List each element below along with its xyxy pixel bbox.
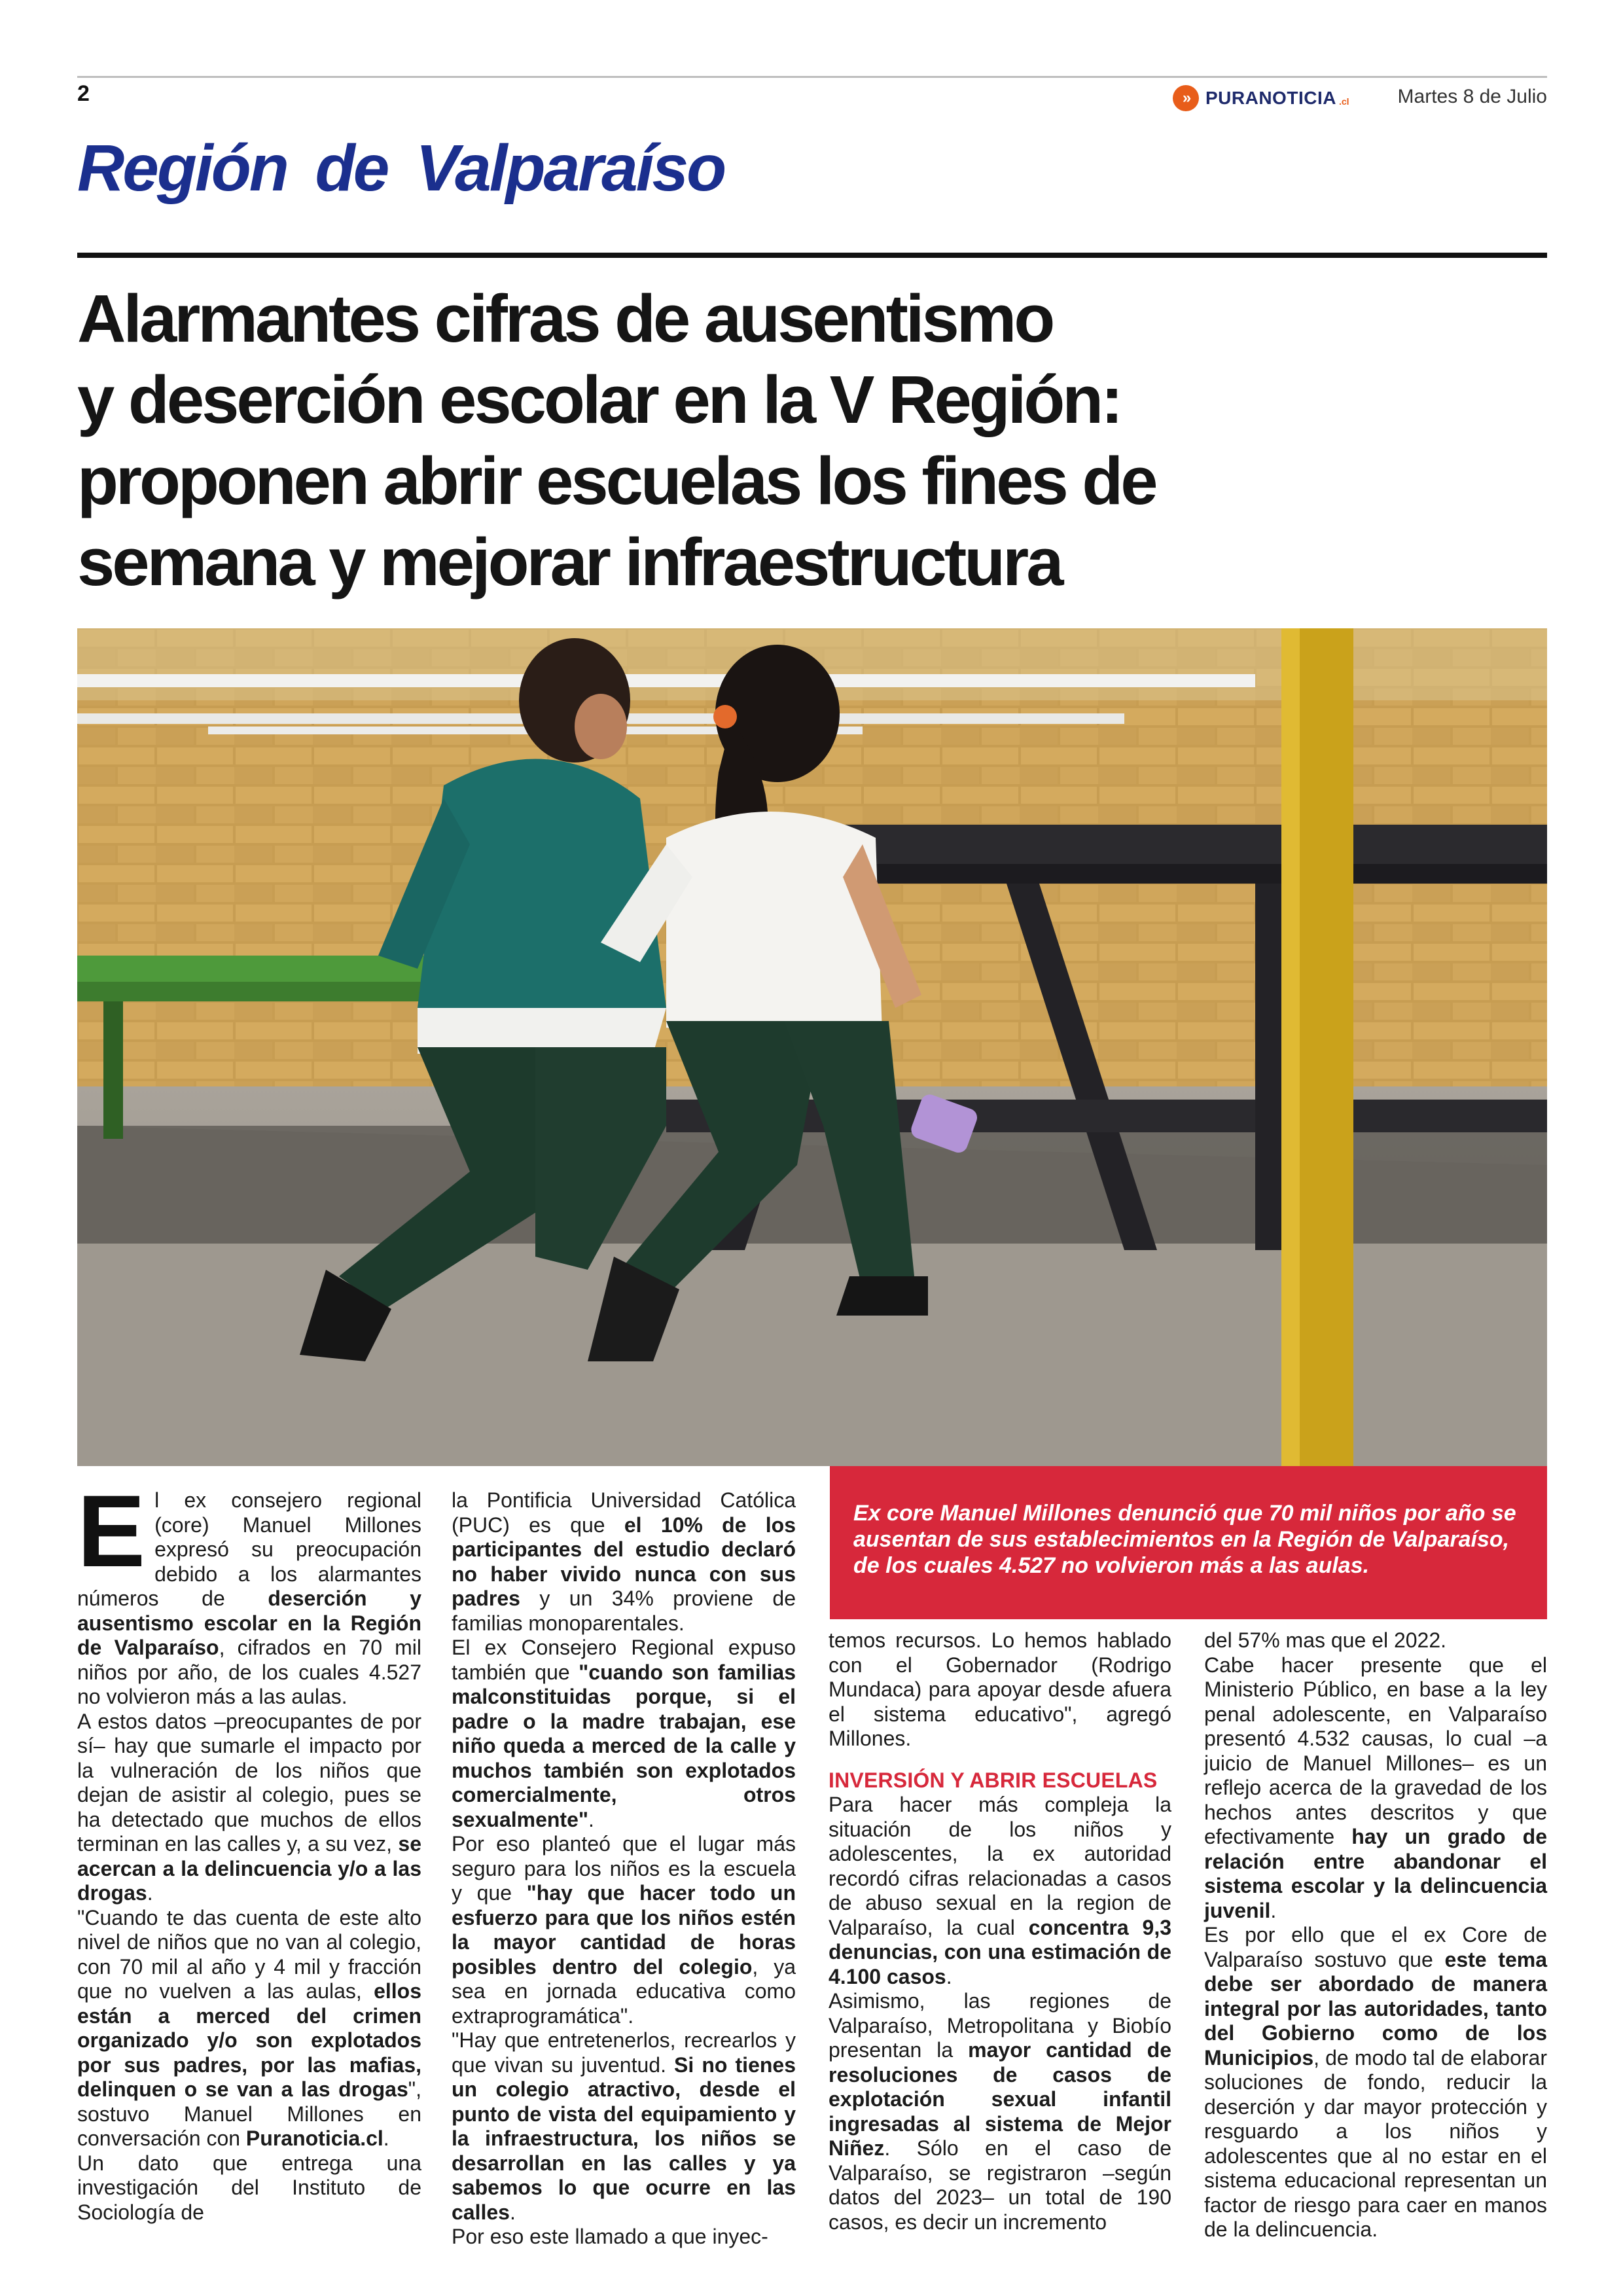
text-run: la Pontificia Universidad Católica (PUC) es que: [452, 1488, 796, 1537]
text-run: ", sostuvo Manuel Millones en conversación con: [77, 2077, 421, 2150]
text-run: .: [509, 2200, 516, 2224]
emphasis-run: "hay que hacer todo un esfuerzo para que los niños estén la mayor cantidad de horas posibles dentro del colegio: [452, 1881, 796, 1979]
play-chevrons-icon: »: [1173, 85, 1199, 111]
page-number: 2: [77, 81, 90, 106]
section-title: Región de Valparaíso: [77, 132, 725, 205]
text-run: Cabe hacer presente que el Ministerio Público, en base a la ley penal adolescente, en Valparaíso presentó 4.532 causas, lo cual –a juicio de Manuel Millones– es un reflejo acerca de la gravedad de los hechos antes descritos y que efectivamente: [1204, 1653, 1547, 1848]
text-run: El ex Consejero Regional expuso también que: [452, 1636, 796, 1684]
source-link[interactable]: Puranoticia.cl: [245, 2126, 383, 2150]
headline-line: semana y mejorar infraestructura: [77, 524, 1061, 600]
text-run: .: [588, 1807, 594, 1831]
paragraph: [1204, 1653, 1547, 1924]
text-run: "Cuando te das cuenta de este alto nivel de niños que no van al colegio, con 70 mil al año y 4 mil y fracción que no vuelven a las aulas,: [77, 1905, 421, 2003]
lead-paragraph: [77, 1475, 422, 1710]
text-run: .: [147, 1881, 153, 1905]
text-run: .: [383, 2126, 389, 2150]
article-column-4: [1204, 1628, 1547, 2242]
paragraph: Por eso este llamado a que inyec-: [452, 2225, 768, 2248]
text-run: .: [1270, 1898, 1277, 1922]
text-run: .: [946, 1964, 952, 1988]
emphasis-run: mayor cantidad de resoluciones de casos de explotación sexual infantil ingresadas al sistema de Mejor Niñez: [829, 2038, 1172, 2160]
paragraph: del 57% mas que el 2022.: [1204, 1628, 1447, 1652]
text-run: Es por ello que el ex Core de Valparaíso sostuvo que: [1204, 1923, 1547, 1971]
text-run: y un 34% proviene de familias monoparentales.: [452, 1587, 796, 1635]
brand-logo[interactable]: [1173, 85, 1349, 111]
emphasis-run: ellos están a merced del crimen organizado y/o son explotados por sus padres, por las mafias, delinquen o se van a las drogas: [77, 1979, 421, 2101]
emphasis-run: hay un grado de relación entre abandonar el sistema escolar y la delincuencia juvenil: [1204, 1825, 1547, 1922]
article-column-1: [77, 1475, 422, 2225]
paragraph: [829, 1793, 1171, 1989]
text-run: A estos datos –preocupantes de por sí– hay que sumarle el impacto por la vulneración de los niños que dejan de asistir al colegio, pues se ha detectado que muchos de ellos terminan en las calles y, a su vez,: [77, 1709, 421, 1856]
emphasis-run: se acercan a la delincuencia y/o a las drogas: [77, 1832, 421, 1905]
brand-tld: .cl: [1338, 96, 1349, 107]
text-run: l ex consejero regional (core) Manuel Millones expresó su preocupación debido a los alarmantes números de: [77, 1488, 421, 1610]
headline-rule: [77, 253, 1547, 258]
emphasis-run: concentra 9,3 denuncias, con una estimación de 4.100 casos: [829, 1915, 1172, 1988]
headline-line: y deserción escolar en la V Región:: [77, 362, 1121, 437]
paragraph: [829, 1989, 1171, 2234]
paragraph: [452, 2028, 796, 2225]
emphasis-run: Si no tienes un colegio atractivo, desde el punto de vista del equipamiento y la infraestructura, los niños se desarrollan en las calles y ya sabemos lo que ocurre en las calles: [452, 2053, 796, 2224]
text-run: , de modo tal de elaborar soluciones de fondo, reducir la deserción y dar mayor protección y resguardo a los niños y adolescentes que al no estar en el sistema educacional representan un factor de riesgo para caer en manos de la delincuencia.: [1204, 2045, 1547, 2241]
text-run: "Hay que entretenerlos, recrearlos y que vivan su juventud.: [452, 2028, 796, 2077]
emphasis-run: deserción y ausentismo escolar en la Región de Valparaíso: [77, 1587, 422, 1659]
text-run: , cifrados en 70 mil niños por año, de los cuales 4.527 no volvieron más a las aulas.: [77, 1636, 422, 1708]
paragraph: [452, 1488, 796, 1636]
pull-quote-box: Ex core Manuel Millones denunció que 70 mil niños por año se ausentan de sus establecimientos en la Región de Valparaíso, de los cuales 4.527 no volvieron más a las aulas.: [830, 1466, 1547, 1619]
article-column-3: [829, 1628, 1171, 2234]
paragraph: [452, 1832, 796, 2028]
text-run: Por eso planteó que el lugar más seguro para los niños es la escuela y que: [452, 1832, 796, 1905]
headline: [77, 278, 1547, 603]
headline-line: proponen abrir escuelas los fines de: [77, 443, 1156, 518]
emphasis-run: "cuando son familias malconstituidas porque, si el padre o la madre trabajan, ese niño queda a merced de la calle y muchos también son explotados comercialmente, otros sexualmente": [452, 1660, 796, 1831]
article-photo: [77, 628, 1547, 1466]
subheading: INVERSIÓN Y ABRIR ESCUELAS: [829, 1768, 1158, 1792]
text-run: Para hacer más compleja la situación de los niños y adolescentes, la ex autoridad recordó cifras relacionadas a casos de abuso sexual en la region de Valparaíso, la cual: [829, 1793, 1171, 1939]
issue-date: Martes 8 de Julio: [1397, 86, 1547, 107]
paragraph: temos recursos. Lo hemos hablado con el Gobernador (Rodrigo Mundaca) para apoyar desde afuera el sistema educativo", agregó Millones.: [829, 1628, 1171, 1750]
text-run: . Sólo en el caso de Valparaíso, se registraron –según datos del 2023– un total de 190 casos, es decir un incremento: [829, 2136, 1171, 2234]
text-run: Asimismo, las regiones de Valparaíso, Metropolitana y Biobío presentan la: [829, 1989, 1171, 2062]
headline-line: Alarmantes cifras de ausentismo: [77, 281, 1053, 356]
drop-cap: E: [77, 1475, 146, 1588]
text-run: , ya sea en jornada educativa como extraprogramática".: [452, 1954, 796, 2028]
top-rule: [77, 76, 1547, 78]
article-column-2: [452, 1488, 796, 2250]
emphasis-run: el 10% de los participantes del estudio declaró no haber vivido nunca con sus padres: [452, 1513, 796, 1610]
emphasis-run: este tema debe ser abordado de manera integral por las autoridades, tanto del Gobierno como de los Municipios: [1204, 1947, 1548, 2070]
paragraph: Un dato que entrega una investigación del Instituto de Sociología de: [77, 2151, 421, 2224]
brand-name: PURANOTICIA: [1205, 88, 1336, 108]
paragraph: [1204, 1923, 1547, 2242]
paragraph: [77, 1710, 421, 1906]
paragraph: [452, 1636, 796, 1832]
paragraph: [77, 1906, 421, 2151]
photo-icon: [77, 628, 1547, 1466]
